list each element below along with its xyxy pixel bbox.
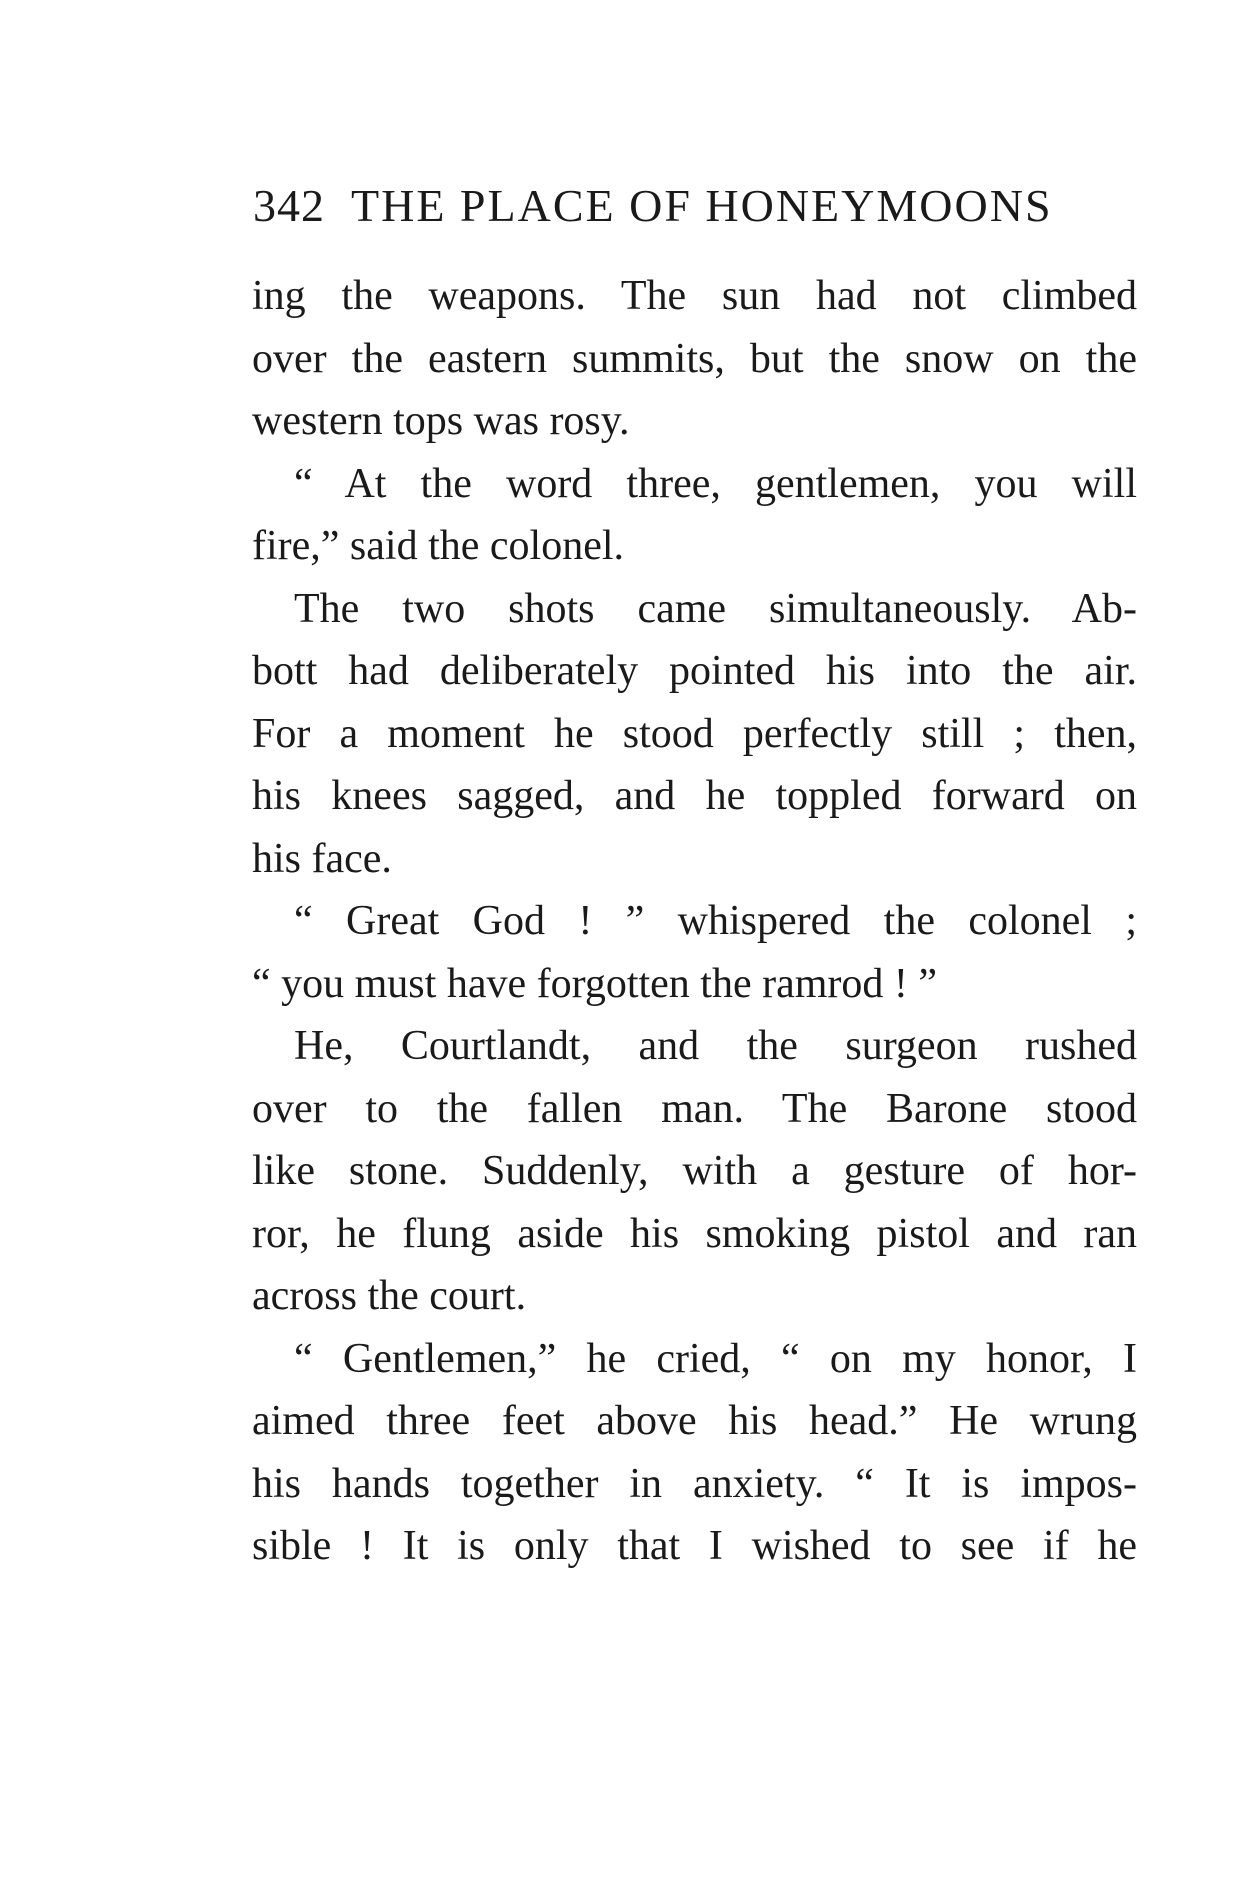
text-line: The two shots came simultaneously. Ab- — [294, 585, 1137, 632]
text-line: fire,” said the colonel. — [252, 523, 625, 569]
text-line: his knees sagged, and he toppled forward on — [252, 773, 1137, 819]
running-head — [253, 176, 1141, 236]
text-line: like stone. Suddenly, with a gesture of hor- — [252, 1148, 1137, 1194]
text-line: “ Great God ! ” whispered the colonel ; — [294, 898, 1137, 944]
text-line: over the eastern summits, but the snow on the — [252, 335, 1137, 382]
text-line: “ Gentlemen,” he cried, “ on my honor, I — [294, 1335, 1137, 1382]
page-number: 342 — [253, 180, 325, 231]
text-line: his hands together in anxiety. “ It is impos- — [252, 1460, 1137, 1507]
text-line: “ you must have forgotten the ramrod ! ” — [252, 960, 938, 1007]
text-line: across the court. — [252, 1273, 527, 1319]
text-line: over to the fallen man. The Barone stood — [252, 1085, 1137, 1132]
text-line: ing the weapons. The sun had not climbed — [252, 273, 1137, 319]
body-text — [252, 265, 1137, 1578]
text-line: bott had deliberately pointed his into the air. — [252, 648, 1137, 694]
text-line: “ At the word three, gentlemen, you will — [294, 460, 1137, 507]
text-line: He, Courtlandt, and the surgeon rushed — [294, 1023, 1137, 1069]
text-line: western tops was rosy. — [252, 398, 630, 444]
text-line: his face. — [252, 835, 392, 882]
text-line: For a moment he stood perfectly still ; then, — [252, 710, 1137, 757]
text-line: ror, he flung aside his smoking pistol and ran — [252, 1210, 1137, 1257]
running-title: THE PLACE OF HONEYMOONS — [351, 180, 1053, 231]
text-line: aimed three feet above his head.” He wrung — [252, 1398, 1137, 1444]
text-line: sible ! It is only that I wished to see if he — [252, 1523, 1137, 1569]
